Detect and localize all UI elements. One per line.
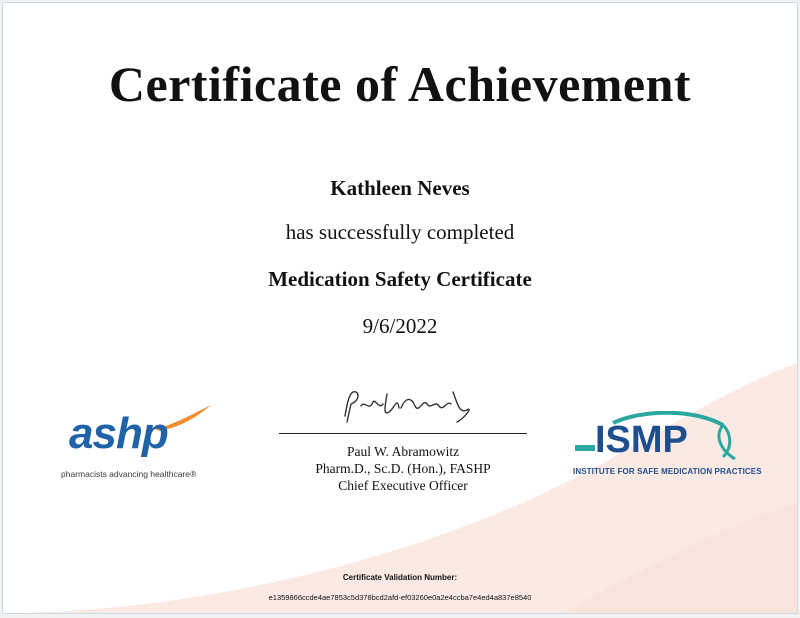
ashp-logo — [61, 403, 221, 488]
course-name: Medication Safety Certificate — [268, 267, 532, 291]
signature-image — [339, 386, 479, 428]
recipient-name: Kathleen Neves — [330, 176, 470, 200]
ismp-wordmark: ISMP — [595, 419, 688, 461]
ashp-wordmark: ashp — [69, 409, 168, 458]
certificate-title: Certificate of Achievement — [108, 56, 692, 112]
signatory-name: Paul W. Abramowitz — [346, 444, 460, 459]
signature-line — [279, 433, 527, 434]
validation-number: e1359866ccde4ae7853c5d378bcd2afd-ef03260e0a2e4ccba7e4ed4a837e8540 — [268, 593, 532, 602]
ismp-logo — [573, 411, 762, 481]
signatory-title: Chief Executive Officer — [338, 478, 468, 493]
completion-text: has successfully completed — [285, 220, 515, 244]
validation-label: Certificate Validation Number: — [342, 573, 458, 582]
ismp-tagline: INSTITUTE FOR SAFE MEDICATION PRACTICES — [573, 467, 762, 476]
ashp-tagline: pharmacists advancing healthcare® — [61, 469, 197, 479]
completion-date: 9/6/2022 — [362, 314, 438, 338]
signatory-credentials: Pharm.D., Sc.D. (Hon.), FASHP — [315, 461, 491, 476]
certificate — [2, 2, 798, 614]
